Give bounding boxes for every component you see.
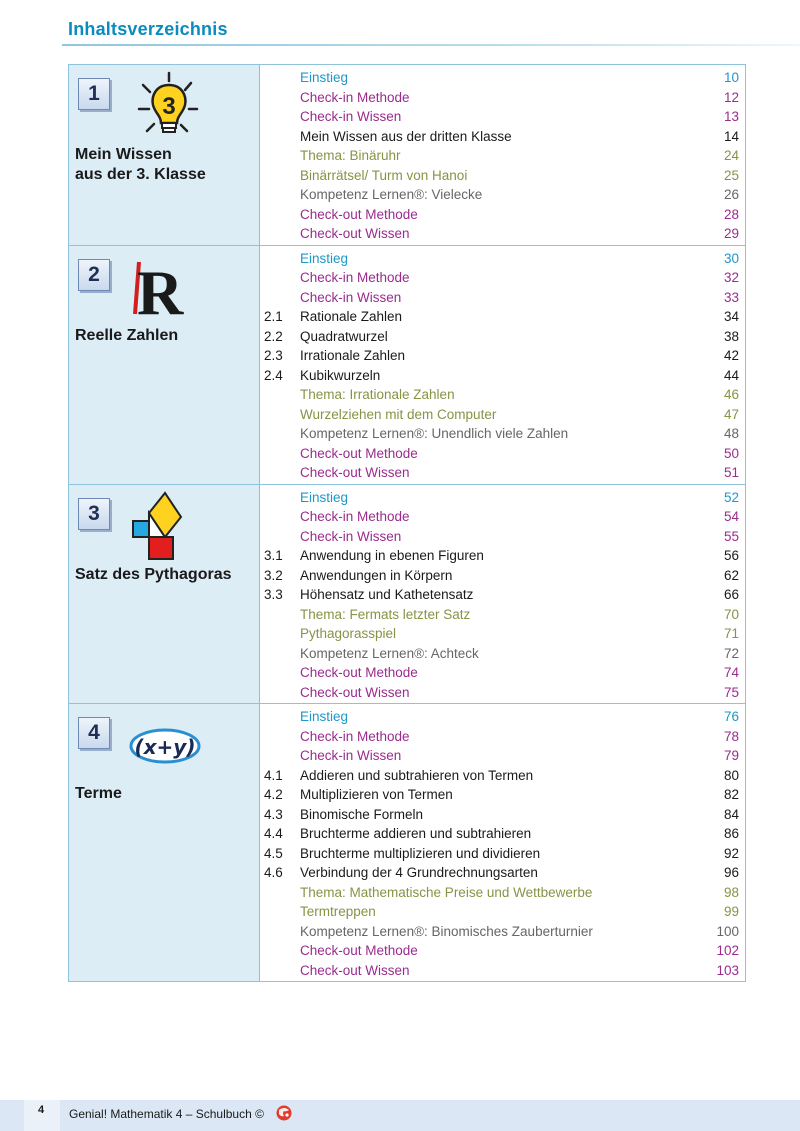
- section-number: [260, 107, 300, 127]
- page-number: 52: [723, 489, 739, 505]
- section-number: [260, 166, 300, 186]
- entry-label: Bruchterme multiplizieren und dividieren: [300, 845, 541, 861]
- chapter-title: [75, 326, 178, 346]
- toc-entry[interactable]: [260, 961, 745, 981]
- section-number: 2.3: [264, 348, 283, 363]
- chapter-number: 4: [78, 717, 110, 749]
- entry-label: Wurzelziehen mit dem Computer: [300, 406, 497, 422]
- entry-label: Check-out Wissen: [300, 226, 410, 241]
- toc-entry[interactable]: [260, 88, 745, 108]
- toc-entry[interactable]: [260, 327, 745, 347]
- toc-entry[interactable]: [260, 268, 745, 288]
- toc-entry[interactable]: [260, 444, 745, 464]
- toc-entry[interactable]: [260, 605, 745, 625]
- page-number: 71: [723, 626, 739, 641]
- section-number: [260, 683, 300, 703]
- section-number: [260, 507, 300, 527]
- chapter-title-line: Terme: [75, 785, 122, 802]
- svg-text:R: R: [137, 256, 184, 324]
- svg-text:(x+y): (x+y): [134, 735, 196, 759]
- section-number: [260, 205, 300, 225]
- entry-label: Pythagorasspiel: [300, 626, 397, 641]
- entry-label: Thema: Mathematische Preise und Wettbewerbe: [300, 884, 593, 900]
- chapter-title: [75, 565, 232, 585]
- section-number: [260, 727, 300, 747]
- section-number: 2.2: [264, 328, 283, 344]
- entry-label: Binomische Formeln: [300, 806, 424, 822]
- section-number: [260, 405, 300, 425]
- section-number: [260, 444, 300, 464]
- section-number: [260, 605, 300, 625]
- toc-entry[interactable]: [260, 166, 745, 186]
- section-number: [260, 644, 300, 664]
- term-icon: [129, 710, 209, 787]
- section-number: [260, 941, 300, 961]
- page-number: 51: [723, 465, 739, 480]
- toc-entry[interactable]: [260, 766, 745, 786]
- toc-entry[interactable]: [260, 185, 745, 205]
- toc-entry[interactable]: [260, 727, 745, 747]
- chapter-header: [69, 704, 260, 981]
- toc-entry[interactable]: [260, 146, 745, 166]
- toc-entry[interactable]: [260, 566, 745, 586]
- page-number: 30: [723, 250, 739, 266]
- page-number: 12: [723, 89, 739, 105]
- section-number: [260, 88, 300, 108]
- toc-entry[interactable]: [260, 844, 745, 864]
- section-number: 2.1: [264, 309, 283, 324]
- entry-label: Thema: Binäruhr: [300, 148, 401, 163]
- page-number: 86: [723, 826, 739, 841]
- entry-label: Thema: Irrationale Zahlen: [300, 387, 455, 402]
- toc-entry[interactable]: [260, 663, 745, 683]
- entry-label: Check-out Methode: [300, 445, 418, 461]
- section-number: [260, 424, 300, 444]
- toc-entry[interactable]: [260, 585, 745, 605]
- toc-entry[interactable]: [260, 883, 745, 903]
- entry-label: Höhensatz und Kathetensatz: [300, 587, 474, 602]
- page-number: 44: [723, 367, 739, 383]
- section-number: [260, 922, 300, 942]
- entry-label: Anwendung in ebenen Figuren: [300, 548, 484, 563]
- title-rule: [62, 44, 800, 46]
- page-number: 13: [723, 109, 739, 124]
- chapter-title-line: Mein Wissen: [75, 146, 172, 163]
- entry-label: Check-in Wissen: [300, 748, 402, 763]
- entry-label: Binärrätsel/ Turm von Hanoi: [300, 167, 468, 183]
- entry-label: Kompetenz Lernen®: Unendlich viele Zahlen: [300, 426, 569, 441]
- entry-label: Check-in Wissen: [300, 109, 402, 124]
- section-number: [260, 488, 300, 508]
- toc-entry[interactable]: [260, 824, 745, 844]
- entry-label: Bruchterme addieren und subtrahieren: [300, 826, 532, 841]
- page-number: 47: [723, 406, 739, 422]
- page-number: 92: [723, 845, 739, 861]
- section-number: [260, 268, 300, 288]
- page-number: 29: [723, 226, 739, 241]
- toc-entry[interactable]: [260, 527, 745, 547]
- section-number: [260, 624, 300, 644]
- entry-label: Einstieg: [300, 250, 349, 266]
- page-number: 24: [723, 148, 739, 163]
- page-number: 10: [723, 70, 739, 85]
- chapter-number: 2: [78, 259, 110, 291]
- page-number: 78: [723, 728, 739, 744]
- table-of-contents: [68, 64, 746, 982]
- section-number: [260, 746, 300, 766]
- chapter-4: [69, 704, 745, 981]
- section-number: [260, 127, 300, 147]
- page-number: 48: [723, 426, 739, 441]
- entry-label: Check-out Wissen: [300, 465, 410, 480]
- page-number: 72: [723, 645, 739, 661]
- page-number: 55: [723, 528, 739, 544]
- chapter-entries: [260, 246, 745, 484]
- page-number: 14: [723, 128, 739, 144]
- page-number: 100: [716, 923, 739, 939]
- lightbulb-icon: [129, 71, 209, 148]
- toc-entry[interactable]: [260, 644, 745, 664]
- footer-page-number: 4: [38, 1104, 45, 1116]
- toc-entry[interactable]: [260, 307, 745, 327]
- entry-label: Check-in Methode: [300, 89, 410, 105]
- entry-label: Quadratwurzel: [300, 328, 388, 344]
- chapter-title-line: aus der 3. Klasse: [75, 166, 206, 183]
- entry-label: Kompetenz Lernen®: Binomisches Zauberturnier: [300, 923, 593, 939]
- page-number: 62: [723, 567, 739, 583]
- section-number: 4.4: [264, 826, 283, 841]
- chapter-title-line: Satz des Pythagoras: [75, 565, 232, 583]
- entry-label: Check-out Methode: [300, 943, 418, 958]
- entry-label: Addieren und subtrahieren von Termen: [300, 767, 534, 783]
- page-number: 79: [723, 748, 739, 763]
- toc-entry[interactable]: [260, 366, 745, 386]
- page-number: 70: [723, 606, 739, 622]
- toc-entry[interactable]: [260, 785, 745, 805]
- section-number: 4.5: [264, 845, 283, 861]
- toc-entry[interactable]: [260, 507, 745, 527]
- page-number: 75: [723, 684, 739, 700]
- toc-entry[interactable]: [260, 107, 745, 127]
- chapter-number: 1: [78, 78, 110, 110]
- chapter-entries: [260, 485, 745, 704]
- page-number: 46: [723, 387, 739, 402]
- page-number: 103: [716, 962, 739, 978]
- toc-entry[interactable]: [260, 249, 745, 269]
- page-number: 32: [723, 270, 739, 285]
- page-number: 66: [723, 587, 739, 602]
- section-number: 3.1: [264, 548, 283, 563]
- publisher-logo-icon: [275, 1104, 293, 1127]
- chapter-entries: [260, 704, 745, 981]
- entry-label: Kompetenz Lernen®: Achteck: [300, 645, 479, 661]
- section-number: [260, 385, 300, 405]
- toc-entry[interactable]: [260, 746, 745, 766]
- section-number: [260, 288, 300, 308]
- chapter-title: [75, 145, 206, 185]
- toc-entry[interactable]: [260, 463, 745, 483]
- toc-entry[interactable]: [260, 805, 745, 825]
- toc-entry[interactable]: [260, 288, 745, 308]
- page-title: Inhaltsverzeichnis: [68, 19, 228, 39]
- toc-entry[interactable]: [260, 205, 745, 225]
- section-number: 3.2: [264, 567, 283, 583]
- entry-label: Kubikwurzeln: [300, 367, 381, 383]
- section-number: 2.4: [264, 367, 283, 383]
- section-number: 4.6: [264, 865, 283, 880]
- toc-entry[interactable]: [260, 941, 745, 961]
- section-number: [260, 902, 300, 922]
- page-number: 42: [723, 348, 739, 363]
- section-number: [260, 249, 300, 269]
- page-number: 80: [723, 767, 739, 783]
- page-number: 74: [723, 665, 739, 680]
- section-number: 4.2: [264, 787, 283, 802]
- entry-label: Check-in Methode: [300, 728, 410, 744]
- page-number: 99: [723, 904, 739, 919]
- chapter-2: [69, 246, 745, 485]
- page-number: 54: [723, 509, 739, 524]
- entry-label: Check-in Methode: [300, 270, 410, 285]
- section-number: [260, 224, 300, 244]
- section-number: 4.1: [264, 767, 283, 783]
- toc-entry[interactable]: [260, 424, 745, 444]
- entry-label: Check-out Methode: [300, 206, 418, 222]
- page-number: 82: [723, 787, 739, 802]
- toc-entry[interactable]: [260, 624, 745, 644]
- entry-label: Einstieg: [300, 489, 349, 505]
- entry-label: Einstieg: [300, 709, 349, 724]
- page-number: 38: [723, 328, 739, 344]
- entry-label: Multiplizieren von Termen: [300, 787, 453, 802]
- section-number: 4.3: [264, 806, 283, 822]
- toc-entry[interactable]: [260, 346, 745, 366]
- entry-label: Check-out Wissen: [300, 684, 410, 700]
- entry-label: Check-in Wissen: [300, 289, 402, 305]
- section-number: [260, 663, 300, 683]
- toc-entry[interactable]: [260, 68, 745, 88]
- page-number: 98: [723, 884, 739, 900]
- footer-text: Genial! Mathematik 4 – Schulbuch ©: [69, 1107, 264, 1121]
- entry-label: Kompetenz Lernen®: Vielecke: [300, 187, 483, 202]
- chapter-3: [69, 485, 745, 705]
- toc-entry[interactable]: [260, 127, 745, 147]
- page-number: 96: [723, 865, 739, 880]
- page-number: 76: [723, 709, 739, 724]
- entry-label: Termtreppen: [300, 904, 376, 919]
- chapter-title: [75, 784, 122, 804]
- toc-entry[interactable]: [260, 488, 745, 508]
- chapter-entries: [260, 65, 745, 245]
- page-number: 26: [723, 187, 739, 202]
- section-number: [260, 463, 300, 483]
- entry-label: Verbindung der 4 Grundrechnungsarten: [300, 865, 538, 880]
- chapter-header: [69, 485, 260, 704]
- entry-label: Thema: Fermats letzter Satz: [300, 606, 471, 622]
- chapter-1: [69, 65, 745, 246]
- page-number: 34: [723, 309, 739, 324]
- page-number: 25: [723, 167, 739, 183]
- entry-label: Check-out Methode: [300, 665, 418, 680]
- toc-entry[interactable]: [260, 863, 745, 883]
- entry-label: Anwendungen in Körpern: [300, 567, 453, 583]
- section-number: [260, 185, 300, 205]
- page-number: 84: [723, 806, 739, 822]
- entry-label: Mein Wissen aus der dritten Klasse: [300, 128, 512, 144]
- chapter-header: [69, 246, 260, 484]
- real-numbers-icon: [129, 252, 209, 329]
- page-number: 33: [723, 289, 739, 305]
- pythagoras-icon: [129, 491, 209, 568]
- page-number: 50: [723, 445, 739, 461]
- chapter-number: 3: [78, 498, 110, 530]
- entry-label: Check-in Wissen: [300, 528, 402, 544]
- toc-entry[interactable]: [260, 902, 745, 922]
- entry-label: Irrationale Zahlen: [300, 348, 406, 363]
- entry-label: Check-out Wissen: [300, 962, 410, 978]
- section-number: [260, 527, 300, 547]
- section-number: [260, 707, 300, 727]
- chapter-title-line: Reelle Zahlen: [75, 326, 179, 344]
- entry-label: Check-in Methode: [300, 509, 410, 524]
- page-number: 28: [723, 206, 739, 222]
- section-number: [260, 146, 300, 166]
- toc-entry[interactable]: [260, 683, 745, 703]
- chapter-header: [69, 65, 260, 245]
- page-number: 56: [723, 548, 739, 563]
- toc-entry[interactable]: [260, 224, 745, 244]
- toc-entry[interactable]: [260, 546, 745, 566]
- entry-label: Rationale Zahlen: [300, 309, 403, 324]
- page-number: 102: [716, 943, 739, 958]
- toc-entry[interactable]: [260, 707, 745, 727]
- section-number: [260, 68, 300, 88]
- toc-entry[interactable]: [260, 922, 745, 942]
- toc-entry[interactable]: [260, 385, 745, 405]
- section-number: [260, 961, 300, 981]
- entry-label: Einstieg: [300, 70, 349, 85]
- svg-text:3: 3: [162, 93, 176, 120]
- toc-entry[interactable]: [260, 405, 745, 425]
- section-number: [260, 883, 300, 903]
- section-number: 3.3: [264, 587, 283, 602]
